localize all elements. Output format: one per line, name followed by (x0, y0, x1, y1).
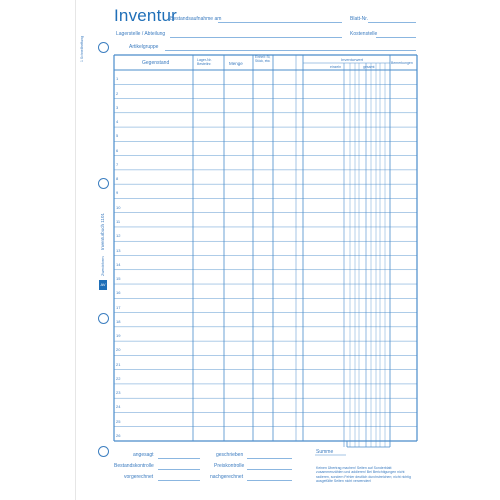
bestandsaufnahme-label: Bestandsaufnahme am (170, 16, 222, 22)
row-number: 4 (116, 119, 119, 125)
vorgerechnet-label: vorgerechnet (124, 474, 154, 480)
angesagt-label: angesagt (133, 452, 154, 458)
col-inventurwert: Inventurwert (341, 57, 364, 62)
preiskontrolle-label: Preiskontrolle (214, 463, 245, 469)
row-number: 19 (116, 333, 121, 339)
side-label: 1 Schnellheftung (80, 35, 84, 62)
row-number: 14 (116, 261, 121, 267)
nachgerechnet-label: nachgerechnet (210, 474, 244, 480)
col-menge: Menge (229, 61, 243, 66)
angesagt-field[interactable] (158, 458, 200, 459)
col-einheit: Einheit: St, Stück, etw. (255, 55, 271, 63)
row-number: 12 (116, 233, 121, 239)
row-number: 23 (116, 390, 121, 396)
row-number: 6 (116, 147, 119, 153)
row-number: 26 (116, 433, 121, 438)
row-number: 11 (116, 218, 121, 224)
col-gegenstand: Gegenstand (142, 60, 170, 66)
row-number: 17 (116, 304, 121, 310)
row-number: 5 (116, 133, 119, 139)
row-number: 16 (116, 290, 121, 296)
bestandskontrolle-label: Bestandskontrolle (114, 463, 154, 469)
brand-logo: AV (99, 280, 107, 290)
row-number: 2 (116, 90, 119, 96)
geschrieben-field[interactable] (247, 458, 292, 459)
bestandskontrolle-field[interactable] (158, 469, 200, 470)
row-number: 3 (116, 104, 119, 110)
product-label: Inventurbuch 1101 (100, 213, 105, 250)
row-number: 24 (116, 404, 121, 410)
geschrieben-label: geschrieben (216, 452, 244, 458)
row-number: 25 (116, 418, 121, 424)
row-number: 22 (116, 375, 121, 381)
row-number: 8 (116, 176, 119, 182)
col-lager-nr: Lager-Nr. Bestellnr. (197, 58, 212, 66)
row-number: 10 (116, 204, 121, 210)
blatt-nr-label: Blatt-Nr. (350, 16, 369, 22)
nachgerechnet-field[interactable] (247, 480, 292, 481)
artikelgruppe-label: Artikelgruppe (129, 44, 159, 50)
summe-label: Summe (316, 449, 334, 455)
lagerstelle-label: Lagerstelle / Abteilung (116, 31, 166, 37)
row-number: 1 (116, 76, 119, 82)
form-title: Inventur (114, 6, 178, 25)
row-number: 18 (116, 318, 121, 324)
row-number: 21 (116, 361, 121, 367)
col-einzeln: einzeln (330, 65, 342, 69)
row-number: 15 (116, 276, 121, 282)
row-number: 9 (116, 190, 119, 196)
col-gesamt: gesamt (363, 65, 375, 69)
kostenstelle-label: Kostenstelle (350, 31, 378, 37)
preiskontrolle-field[interactable] (247, 469, 292, 470)
brand-label: Zweckform (100, 256, 105, 276)
footer-note: Keinen Übertrag machen! Seiten auf Sonderblatt zusammenzählen und addieren! Bei Berichtigungen nicht radieren, sondern Fehler deutlich durchstreichen; nicht richtig ausgefüllte Seiten nicht verwenden! (316, 466, 411, 483)
col-bemerkungen: Bemerkungen (391, 61, 413, 65)
vorgerechnet-field[interactable] (158, 480, 200, 481)
row-number: 13 (116, 247, 121, 253)
row-number: 20 (116, 347, 121, 353)
row-number: 7 (116, 161, 119, 167)
